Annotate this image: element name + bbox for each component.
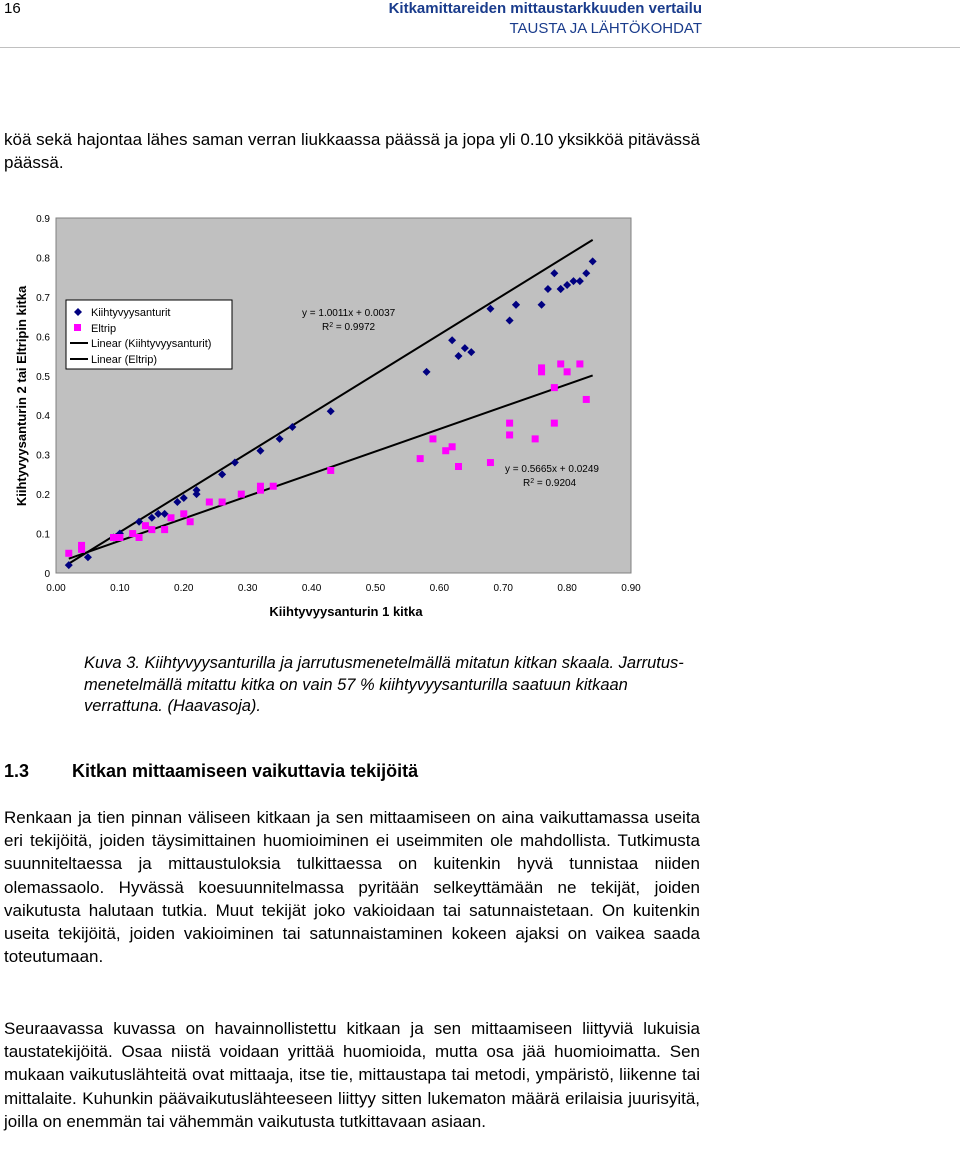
point-square — [506, 431, 513, 438]
caption-line-1: Kuva 3. Kiihtyvyysanturilla ja jarrutusmenetelmällä mitatun kitkan skaala. Jarrutus- — [84, 654, 684, 672]
intro-paragraph: köä sekä hajontaa lähes saman verran liukkaassa päässä ja jopa yli 0.10 yksikköä pitävässä päässä. — [4, 130, 700, 173]
point-square — [564, 368, 571, 375]
point-square — [238, 491, 245, 498]
caption-line-2: menetelmällä mitattu kitka on vain 57 % kiihtyvyysanturilla saatuun kitkaan — [84, 675, 628, 694]
point-square — [557, 360, 564, 367]
x-tick-label: 0.60 — [429, 583, 450, 594]
point-square — [257, 483, 264, 490]
point-square — [576, 360, 583, 367]
y-tick-label: 0.4 — [36, 411, 50, 423]
scatter-chart — [0, 200, 720, 630]
x-tick-label: 0.70 — [493, 583, 513, 594]
point-square — [270, 483, 277, 490]
point-square — [442, 447, 449, 454]
y-tick-label: 0 — [44, 569, 50, 580]
point-square — [551, 420, 558, 427]
point-square — [161, 526, 168, 533]
point-square — [327, 467, 334, 474]
point-square — [187, 518, 194, 525]
r-squared-lower: $R^2 = 0.9204$ — [523, 477, 577, 489]
legend-label-linear-eltrip: Linear (Eltrip) — [91, 354, 158, 366]
header-subtitle: TAUSTA JA LÄHTÖKOHDAT — [509, 20, 702, 37]
point-square — [168, 514, 175, 521]
y-axis-ticks — [36, 214, 50, 580]
point-square — [506, 420, 513, 427]
legend-label-kiihtyvyysanturit: Kiihtyvyysanturit — [91, 307, 171, 319]
point-square — [532, 435, 539, 442]
point-square — [65, 550, 72, 557]
y-tick-label: 0.5 — [36, 371, 50, 383]
point-square — [129, 530, 136, 537]
point-square — [78, 542, 85, 549]
point-square — [142, 522, 149, 529]
y-tick-label: 0.1 — [36, 529, 50, 541]
plot-area — [56, 218, 631, 573]
legend-square-icon — [74, 324, 81, 331]
x-tick-label: 0.90 — [621, 583, 641, 594]
point-square — [449, 443, 456, 450]
y-tick-label: 0.9 — [36, 214, 50, 225]
point-square — [538, 368, 545, 375]
point-square — [180, 510, 187, 517]
legend — [66, 300, 232, 369]
caption-line-3: verrattuna. (Haavasoja). — [84, 697, 261, 716]
figure-chart — [0, 200, 720, 630]
point-square — [583, 396, 590, 403]
point-square — [429, 435, 436, 442]
legend-label-linear-kiihtyvyysanturit: Linear (Kiihtyvyysanturit) — [91, 338, 212, 350]
r-squared-upper: $R^2 = 0.9972$ — [322, 321, 376, 333]
point-square — [487, 459, 494, 466]
y-tick-label: 0.2 — [36, 490, 50, 502]
x-tick-label: 0.40 — [301, 583, 322, 594]
x-axis-label: Kiihtyvyysanturin 1 kitka — [269, 604, 423, 619]
point-square — [551, 384, 558, 391]
header-rule — [0, 47, 960, 48]
point-square — [116, 534, 123, 541]
y-axis-label: Kiihtyvyysanturin 2 tai Eltripin kitka — [14, 285, 29, 507]
x-tick-label: 0.10 — [110, 583, 130, 594]
header-title: Kitkamittareiden mittaustarkkuuden vertailu — [388, 0, 702, 17]
point-square — [136, 534, 143, 541]
x-tick-label: 0.30 — [237, 583, 258, 594]
figure-caption — [84, 653, 704, 718]
section-heading — [4, 761, 418, 782]
point-square — [148, 526, 155, 533]
y-tick-label: 0.6 — [36, 332, 50, 344]
x-tick-label: 0.80 — [557, 583, 577, 594]
y-tick-label: 0.8 — [36, 253, 50, 265]
paragraph-1: Renkaan ja tien pinnan väliseen kitkaan ja sen mittaamiseen on aina vaikuttamassa useita eri tekijöitä, joiden täysimittainen huomioiminen ei useimmiten ole mahdollista. Tutkimusta suunniteltaessa ja mittaustuloksia tulkittaessa on kuitenkin hyvä tunnistaa niiden olemassaolo. Hyvässä koesuunnitelmassa pyritään selkeyttämään ne tekijät, joiden vaikutusta halutaan tutkia. Muut tekijät joko vakioidaan tai satunnaistetaan. On kuitenkin useita tekijöitä, joiden vakioiminen tai satunnaistaminen kokeen ajaksi on vaikea saada toteutumaan. — [4, 808, 700, 967]
point-square — [417, 455, 424, 462]
section-number: 1.3 — [4, 761, 30, 781]
equation-upper: y = 1.0011x + 0.0037 — [302, 308, 396, 319]
y-tick-label: 0.7 — [36, 292, 50, 304]
page-number: 16 — [4, 0, 21, 17]
section-title: Kitkan mittaamiseen vaikuttavia tekijöitä — [72, 761, 419, 781]
equation-lower: y = 0.5665x + 0.0249 — [505, 464, 599, 475]
y-tick-label: 0.3 — [36, 450, 50, 462]
point-square — [206, 499, 213, 506]
point-square — [110, 534, 117, 541]
point-square — [219, 499, 226, 506]
paragraph-2: Seuraavassa kuvassa on havainnollistettu kitkaan ja sen mittaamiseen liittyviä lukuisia taustatekijöitä. Osaa niistä voidaan yrittää huomioida, mutta osa jää huomioimatta. Sen mukaan vaikutuslähteitä ovat mittaaja, itse tie, mittaustapa tai metodi, ympäristö, liikenne tai mittalaite. Kuhunkin päävaikutuslähteeseen liittyy sitten lukematon määrä erilaisia juurisyitä, joilla on enemmän tai vähemmän vaikutusta tutkittavaan asiaan. — [4, 1019, 700, 1131]
point-square — [455, 463, 462, 470]
x-tick-label: 0.50 — [365, 583, 386, 594]
x-axis-ticks — [46, 583, 641, 594]
x-tick-label: 0.20 — [174, 583, 194, 594]
legend-label-eltrip: Eltrip — [91, 323, 117, 335]
x-tick-label: 0.00 — [46, 583, 66, 594]
